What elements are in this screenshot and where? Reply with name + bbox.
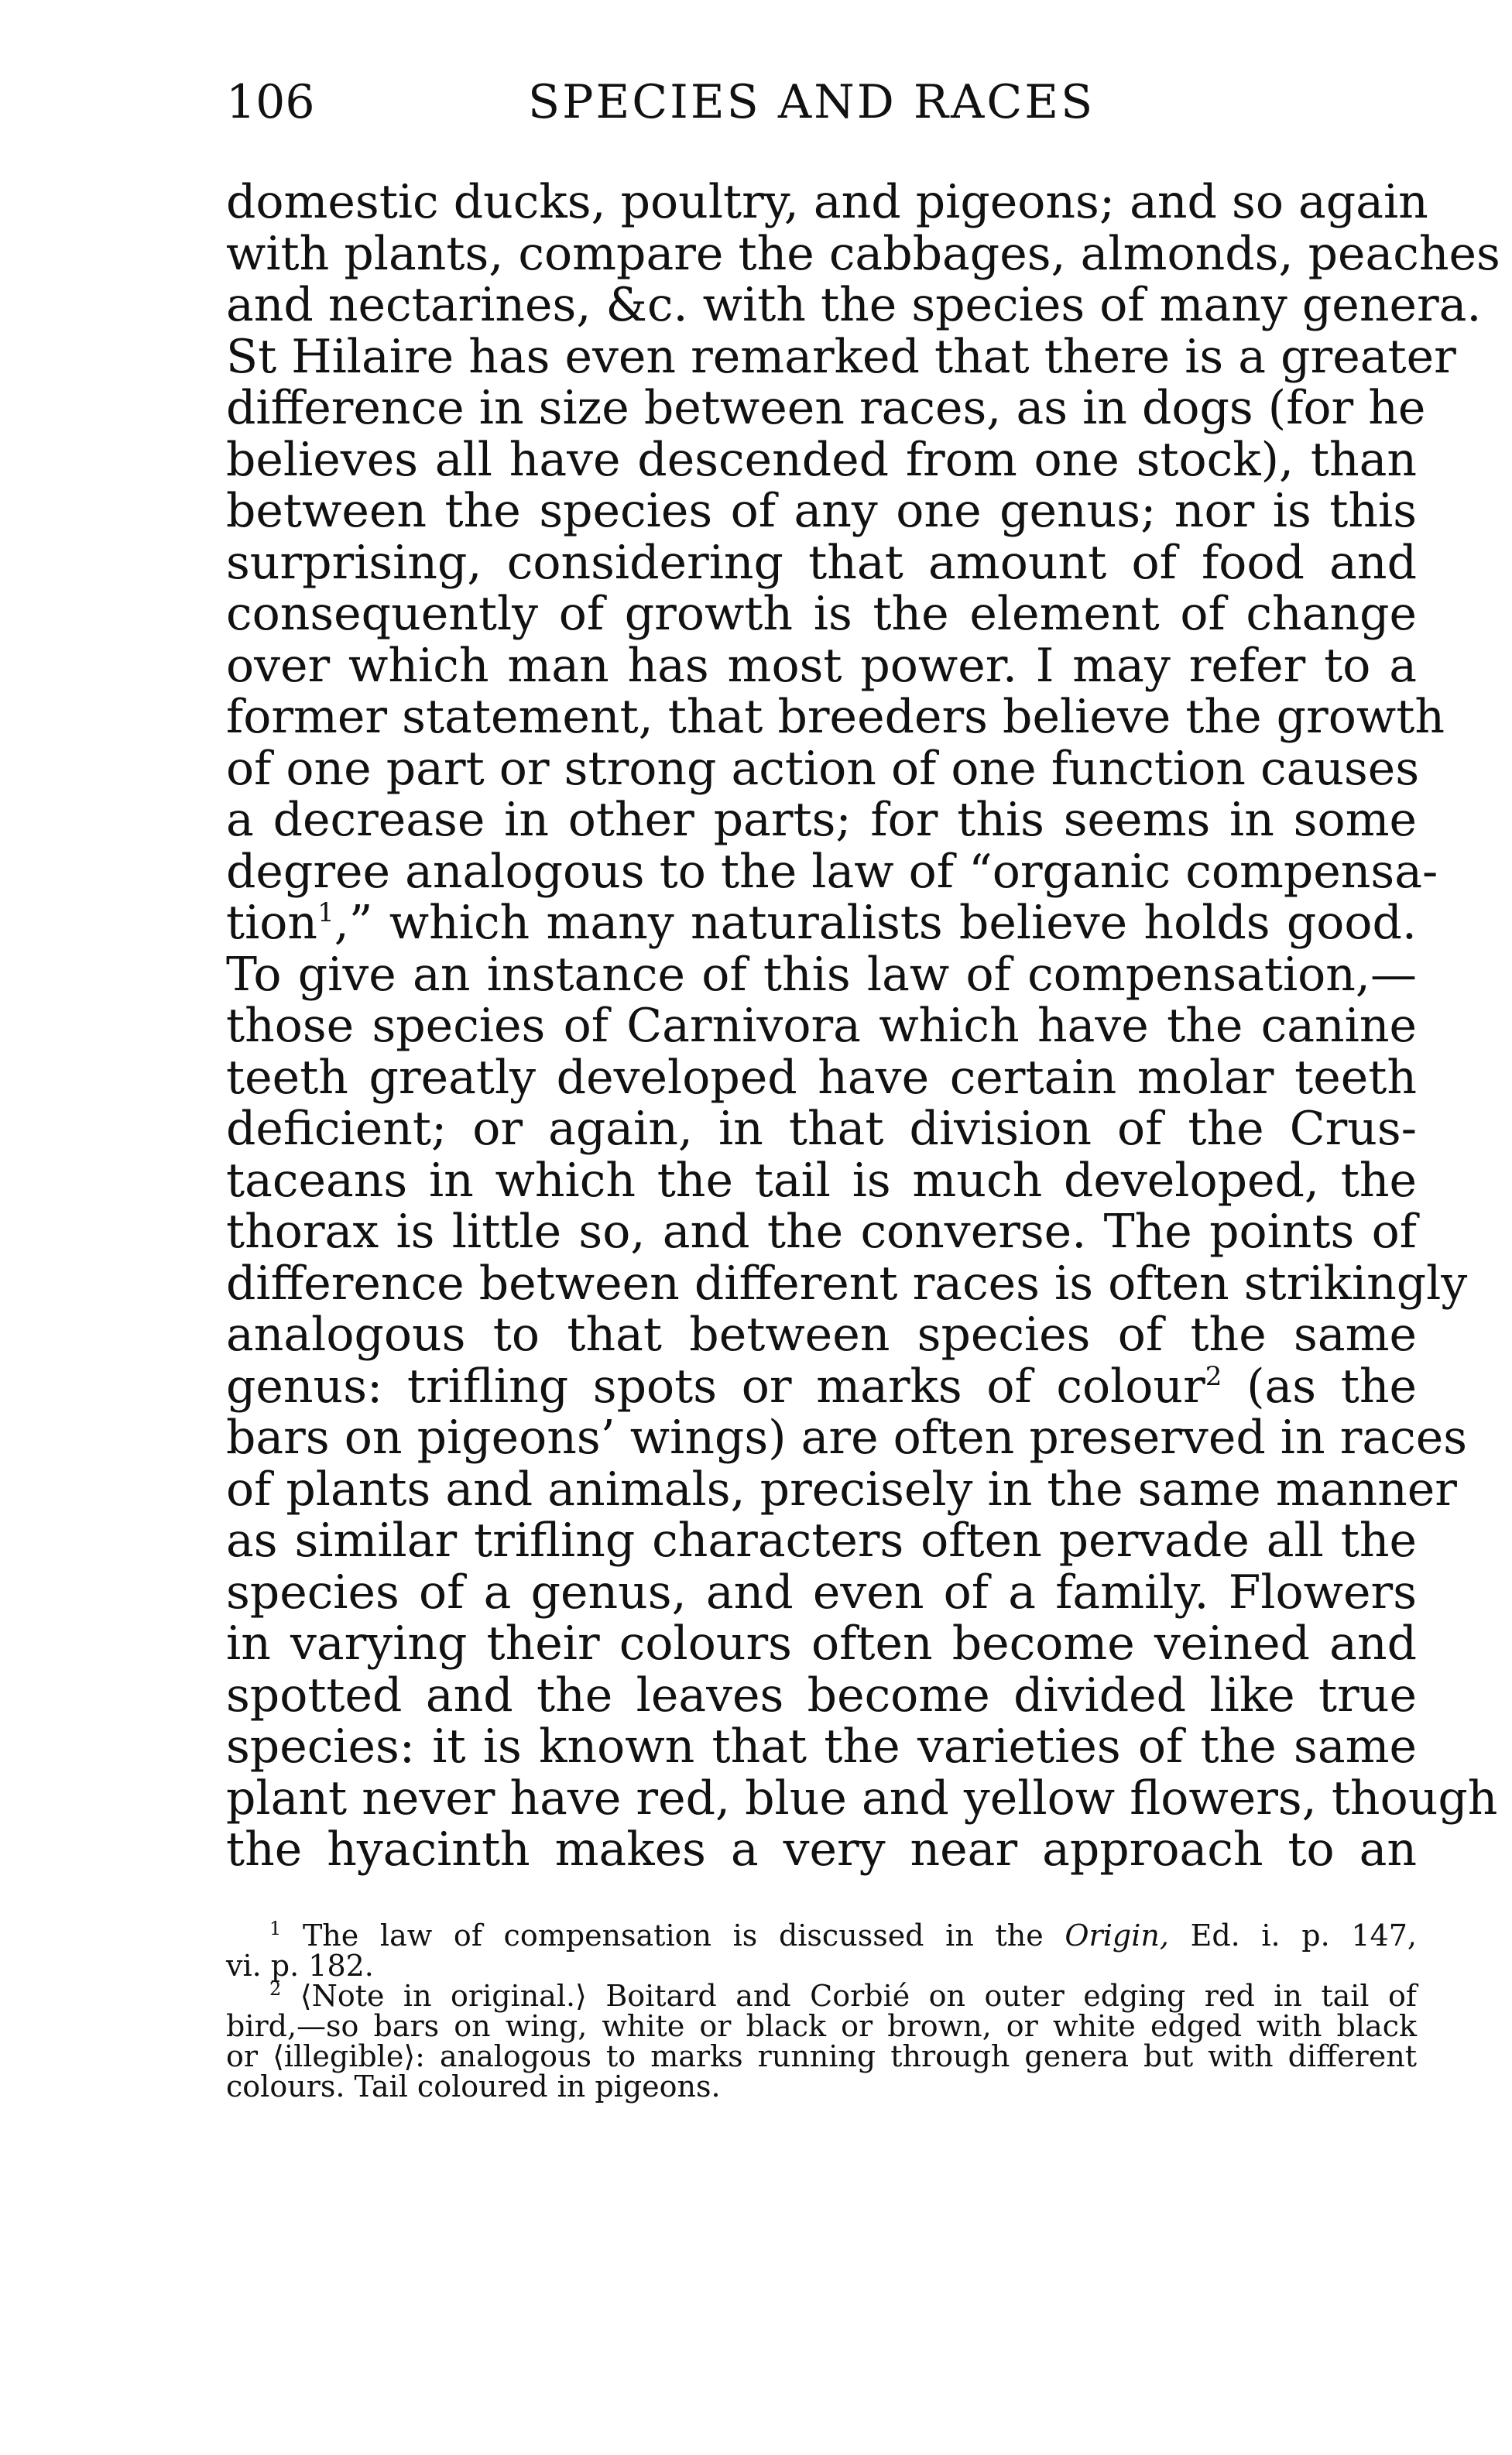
text-line: difference between different races is often strikingly <box>226 1256 1468 1311</box>
footnote-italic: Origin, <box>1065 1918 1169 1953</box>
text-fragment: (as the <box>1222 1359 1417 1414</box>
text-fragment: ,” which many naturalists believe holds good. <box>334 896 1417 950</box>
text-line: between the species of any one genus; nor is this <box>226 484 1417 538</box>
text-line: over which man has most power. I may refer to a <box>226 638 1417 693</box>
footnote-1 <box>226 1917 1417 1953</box>
text-line: analogous to that between species of the same <box>226 1308 1417 1362</box>
running-head <box>226 71 1417 133</box>
body-text <box>226 175 1500 1877</box>
text-line: surprising, considering that amount of food and <box>226 535 1417 590</box>
text-fragment: genus: trifling spots or marks of colour <box>226 1359 1205 1414</box>
text-line: species of a genus, and even of a family. Flowers <box>226 1565 1417 1620</box>
text-line: To give an instance of this law of compensation,— <box>226 947 1417 1002</box>
text-line: with plants, compare the cabbages, almonds, peaches <box>226 226 1500 281</box>
text-line: degree analogous to the law of “organic compensa- <box>226 844 1438 899</box>
text-line: teeth greatly developed have certain molar teeth <box>226 1050 1417 1105</box>
text-line: and nectarines, &c. with the species of many genera. <box>226 278 1482 332</box>
text-line: of one part or strong action of one function causes <box>226 741 1420 796</box>
text-line: deficient; or again, in that division of the Crus- <box>226 1102 1417 1156</box>
text-line: former statement, that breeders believe the growth <box>226 690 1445 744</box>
text-line: St Hilaire has even remarked that there is a greater <box>226 329 1456 384</box>
book-page <box>226 71 1500 2104</box>
footnote-2 <box>226 1977 1417 2013</box>
footnote-mark: 2 <box>269 1977 282 2000</box>
text-line: species: it is known that the varieties of the same <box>226 1720 1417 1774</box>
text-line: as similar trifling characters often pervade all the <box>226 1514 1417 1568</box>
text-line: thorax is little so, and the converse. The points of <box>226 1205 1417 1259</box>
text-line <box>226 1361 1417 1413</box>
footnote-text: ⟨Note in original.⟩ Boitard and Corbié on outer edging red in tail of <box>300 1978 1417 2013</box>
footnote-mark: 1 <box>269 1917 282 1939</box>
text-line: a decrease in other parts; for this seems in some <box>226 793 1417 847</box>
footnote-ref-2[interactable]: 2 <box>1205 1360 1222 1392</box>
text-line: spotted and the leaves become divided like true <box>226 1668 1417 1723</box>
text-line: in varying their colours often become veined and <box>226 1617 1417 1671</box>
text-line: believes all have descended from one stock), than <box>226 432 1417 487</box>
footnote-ref-1[interactable]: 1 <box>317 897 334 928</box>
text-line: consequently of growth is the element of change <box>226 587 1417 641</box>
running-title: SPECIES AND RACES <box>528 75 1095 129</box>
text-line: plant never have red, blue and yellow flowers, though <box>226 1771 1498 1826</box>
text-line: those species of Carnivora which have the canine <box>226 999 1417 1053</box>
text-line: of plants and animals, precisely in the same manner <box>226 1462 1457 1517</box>
text-line: domestic ducks, poultry, and pigeons; and so again <box>226 175 1428 229</box>
footnote-2-line: or ⟨illegible⟩: analogous to marks running through genera but with different <box>226 2038 1417 2073</box>
text-line: the hyacinth makes a very near approach to an <box>226 1822 1417 1877</box>
footnotes <box>226 1917 1417 2104</box>
footnote-text: The law of compensation is discussed in the <box>302 1918 1065 1953</box>
footnote-1-continuation: vi. p. 182. <box>226 1948 374 1983</box>
text-fragment: tion <box>226 896 318 950</box>
text-line <box>226 897 1417 949</box>
page-number: 106 <box>226 75 315 129</box>
text-line: difference in size between races, as in dogs (for he <box>226 381 1426 435</box>
footnote-2-line: bird,—so bars on wing, white or black or brown, or white edged with black <box>226 2008 1417 2043</box>
footnote-text: Ed. i. p. 147, <box>1168 1918 1417 1953</box>
footnote-2-line: colours. Tail coloured in pigeons. <box>226 2069 721 2104</box>
text-line: bars on pigeons’ wings) are often preserved in races <box>226 1411 1468 1465</box>
text-line: taceans in which the tail is much developed, the <box>226 1153 1417 1208</box>
